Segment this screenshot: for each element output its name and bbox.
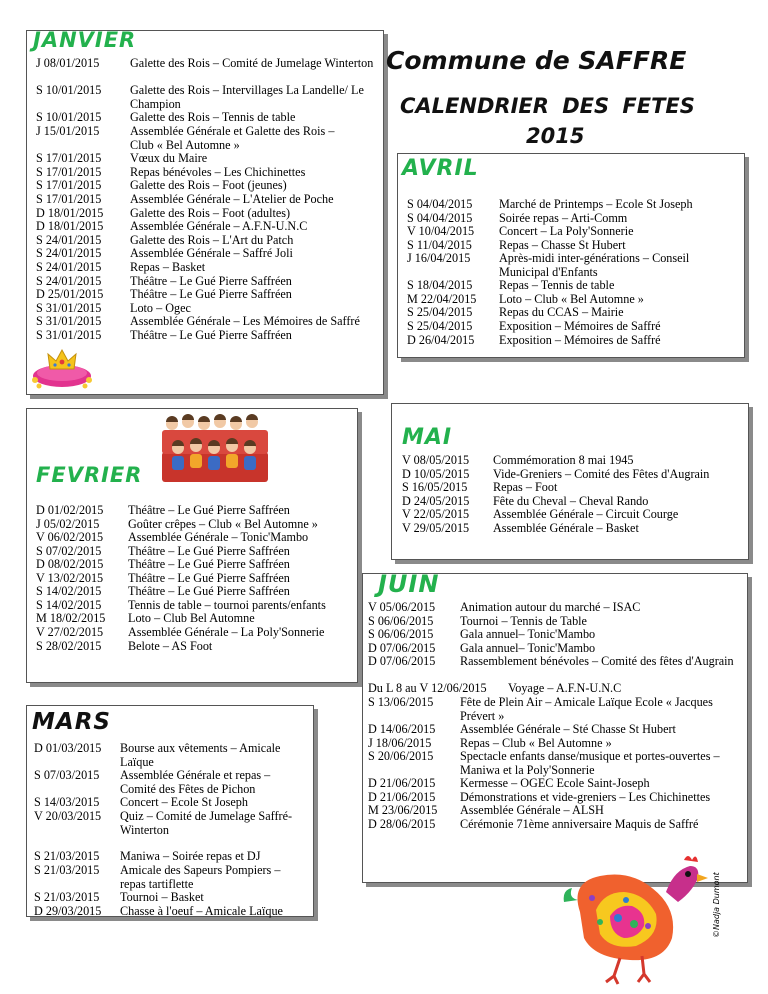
event-text: Vide-Greniers – Comité des Fêtes d'Augrain (493, 467, 710, 481)
event-date: D 01/02/2015 (36, 503, 104, 517)
event-date: S 24/01/2015 (36, 233, 102, 247)
event-text: Rassemblement bénévoles – Comité des fêtes d'Augrain (460, 654, 734, 668)
event-text: Kermesse – OGEC Ecole Saint-Joseph (460, 776, 650, 790)
event-date: S 04/04/2015 (407, 197, 473, 211)
artist-signature: ©Nadja Dumont (712, 872, 721, 938)
event-date: D 21/06/2015 (368, 790, 436, 804)
event-text: Galette des Rois – Foot (jeunes) (130, 178, 287, 192)
event-date: S 11/04/2015 (407, 238, 472, 252)
event-date: V 05/06/2015 (368, 600, 436, 614)
event-text: Galette des Rois – Tennis de table (130, 110, 296, 124)
event-text: Théâtre – Le Gué Pierre Saffréen (128, 584, 290, 598)
event-date: S 07/03/2015 (34, 768, 100, 782)
event-text: Quiz – Comité de Jumelage Saffré-Winterton (120, 809, 293, 837)
event-date: V 06/02/2015 (36, 530, 104, 544)
event-text: Chasse à l'oeuf – Amicale Laïque (120, 904, 283, 918)
event-date: D 07/06/2015 (368, 641, 436, 655)
event-date: M 18/02/2015 (36, 611, 106, 625)
calendar-title: CALENDRIER DES FETES (400, 94, 695, 118)
event-text: Tennis de table – tournoi parents/enfants (128, 598, 326, 612)
event-text: Assemblée Générale – Les Mémoires de Saffré (130, 314, 360, 328)
event-date: V 13/02/2015 (36, 571, 104, 585)
event-text: Galette des Rois – Intervillages La Landelle/ Le Champion (130, 83, 364, 111)
month-title-mars: MARS (32, 709, 111, 735)
event-date: D 01/03/2015 (34, 741, 102, 755)
event-date: D 18/01/2015 (36, 206, 104, 220)
event-date: J 15/01/2015 (36, 124, 100, 138)
event-text: Repas – Basket (130, 260, 206, 274)
event-date: S 10/01/2015 (36, 110, 102, 124)
event-text: Spectacle enfants danse/musique et portes-ouvertes – Maniwa et la Poly'Sonnerie (460, 749, 720, 777)
month-title-juin: JUIN (378, 570, 440, 598)
event-text: Théâtre – Le Gué Pierre Saffréen (130, 328, 292, 342)
event-date: S 16/05/2015 (402, 480, 468, 494)
event-date: D 24/05/2015 (402, 494, 470, 508)
event-date: S 07/02/2015 (36, 544, 102, 558)
event-text: Assemblée Générale – Basket (493, 521, 639, 535)
event-text: Animation autour du marché – ISAC (460, 600, 641, 614)
event-text: Vœux du Maire (130, 151, 208, 165)
event-date: Du L 8 au V 12/06/2015 (368, 681, 487, 695)
event-text: Goûter crêpes – Club « Bel Automne » (128, 517, 318, 531)
event-date: V 20/03/2015 (34, 809, 102, 823)
theater-audience-icon (160, 410, 270, 485)
event-text: Théâtre – Le Gué Pierre Saffréen (128, 557, 290, 571)
event-date: D 21/06/2015 (368, 776, 436, 790)
event-text: Concert – Ecole St Joseph (120, 795, 248, 809)
event-text: Galette des Rois – Foot (adultes) (130, 206, 291, 220)
event-date: S 24/01/2015 (36, 246, 102, 260)
calendar-year: 2015 (526, 124, 585, 148)
event-text: Assemblée Générale – L'Atelier de Poche (130, 192, 334, 206)
event-text: Théâtre – Le Gué Pierre Saffréen (130, 287, 292, 301)
event-date: D 26/04/2015 (407, 333, 475, 347)
event-date: S 31/01/2015 (36, 301, 102, 315)
event-text: Théâtre – Le Gué Pierre Saffréen (128, 571, 290, 585)
event-text: Bourse aux vêtements – Amicale Laïque (120, 741, 281, 769)
event-date: S 25/04/2015 (407, 319, 473, 333)
event-date: S 21/03/2015 (34, 849, 100, 863)
event-text: Assemblée Générale – Circuit Courge (493, 507, 679, 521)
event-text: Gala annuel– Tonic'Mambo (460, 627, 596, 641)
event-date: D 28/06/2015 (368, 817, 436, 831)
event-date: S 28/02/2015 (36, 639, 102, 653)
event-text: Cérémonie 71ème anniversaire Maquis de Saffré (460, 817, 699, 831)
event-date: V 10/04/2015 (407, 224, 475, 238)
month-title-janvier: JANVIER (33, 28, 137, 52)
event-text: Assemblée Générale – Saffré Joli (130, 246, 293, 260)
event-date: V 08/05/2015 (402, 453, 470, 467)
event-date: S 20/06/2015 (368, 749, 434, 763)
event-text: Gala annuel– Tonic'Mambo (460, 641, 596, 655)
event-text: Assemblée Générale – La Poly'Sonnerie (128, 625, 325, 639)
event-text: Concert – La Poly'Sonnerie (499, 224, 634, 238)
event-date: S 24/01/2015 (36, 274, 102, 288)
event-text: Loto – Club « Bel Automne » (499, 292, 644, 306)
event-date: J 05/02/2015 (36, 517, 100, 531)
event-date: D 07/06/2015 (368, 654, 436, 668)
event-text: Belote – AS Foot (128, 639, 213, 653)
event-text: Soirée repas – Arti-Comm (499, 211, 628, 225)
event-date: S 17/01/2015 (36, 151, 102, 165)
event-text: Exposition – Mémoires de Saffré (499, 333, 661, 347)
event-date: D 10/05/2015 (402, 467, 470, 481)
event-text: Assemblée Générale et repas – Comité des Fêtes de Pichon (120, 768, 271, 796)
event-date: S 17/01/2015 (36, 165, 102, 179)
event-date: J 16/04/2015 (407, 251, 471, 265)
event-date: S 06/06/2015 (368, 614, 434, 628)
event-text: Repas bénévoles – Les Chichinettes (130, 165, 306, 179)
event-text: Assemblée Générale et Galette des Rois – Club « Bel Automne » (130, 124, 335, 152)
event-date: S 14/02/2015 (36, 598, 102, 612)
event-text: Repas du CCAS – Mairie (499, 305, 624, 319)
event-text: Maniwa – Soirée repas et DJ (120, 849, 261, 863)
event-text: Loto – Ogec (130, 301, 191, 315)
event-text: Repas – Tennis de table (499, 278, 615, 292)
event-date: V 27/02/2015 (36, 625, 104, 639)
event-date: S 21/03/2015 (34, 890, 100, 904)
event-text: Galette des Rois – Comité de Jumelage Winterton (130, 56, 374, 70)
event-text: Fête de Plein Air – Amicale Laïque Ecole « Jacques Prévert » (460, 695, 713, 723)
event-text: Repas – Foot (493, 480, 558, 494)
event-date: S 17/01/2015 (36, 192, 102, 206)
event-text: Galette des Rois – L'Art du Patch (130, 233, 294, 247)
event-text: Commémoration 8 mai 1945 (493, 453, 634, 467)
event-date: S 04/04/2015 (407, 211, 473, 225)
event-text: Après-midi inter-générations – Conseil Municipal d'Enfants (499, 251, 690, 279)
event-date: D 08/02/2015 (36, 557, 104, 571)
crown-pillow-icon (30, 342, 94, 390)
event-text: Marché de Printemps – Ecole St Joseph (499, 197, 693, 211)
event-date: J 08/01/2015 (36, 56, 100, 70)
event-date: S 14/02/2015 (36, 584, 102, 598)
event-text: Démonstrations et vide-greniers – Les Chichinettes (460, 790, 711, 804)
event-date: V 22/05/2015 (402, 507, 470, 521)
event-date: S 25/04/2015 (407, 305, 473, 319)
event-text: Amicale des Sapeurs Pompiers – repas tartiflette (120, 863, 281, 891)
event-text: Assemblée Générale – A.F.N-U.N.C (130, 219, 308, 233)
event-text: Théâtre – Le Gué Pierre Saffréen (128, 544, 290, 558)
event-text: Assemblée Générale – Sté Chasse St Hubert (460, 722, 676, 736)
event-date: D 29/03/2015 (34, 904, 102, 918)
month-title-fevrier: FEVRIER (36, 463, 143, 487)
commune-title: Commune de SAFFRE (386, 46, 687, 75)
event-text: Exposition – Mémoires de Saffré (499, 319, 661, 333)
decorative-bird-icon (560, 852, 710, 986)
event-text: Voyage – A.F.N-U.N.C (508, 681, 622, 695)
event-text: Tournoi – Basket (120, 890, 204, 904)
event-text: Assemblée Générale – Tonic'Mambo (128, 530, 309, 544)
event-text: Théâtre – Le Gué Pierre Saffréen (130, 274, 292, 288)
event-text: Assemblée Générale – ALSH (460, 803, 604, 817)
event-text: Loto – Club Bel Automne (128, 611, 255, 625)
event-date: J 18/06/2015 (368, 736, 432, 750)
month-title-mai: MAI (402, 425, 453, 450)
event-date: S 17/01/2015 (36, 178, 102, 192)
event-text: Tournoi – Tennis de Table (460, 614, 587, 628)
event-text: Repas – Club « Bel Automne » (460, 736, 612, 750)
event-date: S 13/06/2015 (368, 695, 434, 709)
event-date: S 24/01/2015 (36, 260, 102, 274)
month-title-avril: AVRIL (402, 156, 479, 181)
event-date: D 18/01/2015 (36, 219, 104, 233)
event-date: D 14/06/2015 (368, 722, 436, 736)
event-date: S 06/06/2015 (368, 627, 434, 641)
event-date: D 25/01/2015 (36, 287, 104, 301)
event-date: S 31/01/2015 (36, 328, 102, 342)
event-date: S 31/01/2015 (36, 314, 102, 328)
event-date: S 21/03/2015 (34, 863, 100, 877)
event-text: Fête du Cheval – Cheval Rando (493, 494, 649, 508)
event-date: M 23/06/2015 (368, 803, 438, 817)
event-date: M 22/04/2015 (407, 292, 477, 306)
event-date: S 18/04/2015 (407, 278, 473, 292)
event-text: Repas – Chasse St Hubert (499, 238, 626, 252)
event-date: V 29/05/2015 (402, 521, 470, 535)
event-text: Théâtre – Le Gué Pierre Saffréen (128, 503, 290, 517)
event-date: S 10/01/2015 (36, 83, 102, 97)
event-date: S 14/03/2015 (34, 795, 100, 809)
